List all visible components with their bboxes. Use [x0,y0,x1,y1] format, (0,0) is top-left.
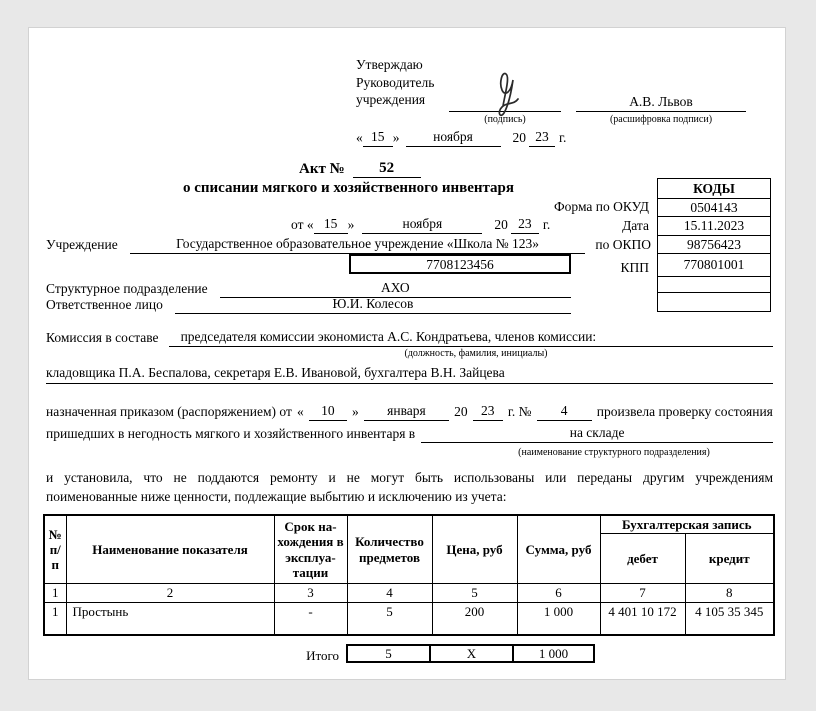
doc-date-suffix: г. [542,217,551,232]
row-price: 200 [432,603,517,635]
signatory-name-line [576,74,746,112]
signature-icon [477,68,535,118]
col-number: 7 [600,584,685,603]
table-row [44,603,774,635]
approval-role-line1: Руководитель [356,74,435,90]
document [28,27,786,680]
codes-value-date: 15.11.2023 [658,217,770,236]
department-label: Структурное подразделение [46,281,208,296]
okpo-label: по ОКПО [595,237,651,252]
institution-value: Государственное образовательное учреждение «Школа № 123» [130,235,586,254]
commission-caption: (должность, фамилия, инициалы) [404,348,548,359]
signature-line [449,74,561,112]
col-header-debit: дебет [600,534,685,584]
commission-row [46,328,773,347]
order-year: 23 [473,402,503,421]
order-line1 [46,402,773,421]
row-num: 1 [44,603,66,635]
quote-open: « [356,130,363,145]
order-location-caption: (наименование структурного подразделения) [518,447,710,458]
inventory-table [43,514,775,636]
col-header-qty: Количество предметов [347,515,432,584]
approval-date-year: 23 [529,128,555,147]
commission-label: Комиссия в составе [46,330,159,345]
order-line2-text: пришедших в негодность мягкого и хозяйственного инвентаря в [46,426,416,441]
column-numbers-row [44,584,774,603]
col-header-term: Срок на-хождения в эксплуа-тации [274,515,347,584]
kpp-label: КПП [620,260,649,275]
act-subtitle: о списании мягкого и хозяйственного инвентаря [182,180,515,196]
doc-date-prefix: от « [291,217,314,232]
col-header-sum: Сумма, руб [517,515,600,584]
approval-role-line2: учреждения [356,92,426,108]
doc-date [291,215,550,234]
order-quote-close: » [352,404,359,419]
order-day: 10 [309,402,347,421]
row-qty: 5 [347,603,432,635]
codes-panel [657,178,771,312]
order-location-value: на складе [421,424,773,443]
signatory-name-caption: (расшифровка подписи) [609,114,713,125]
date-label: Дата [622,218,649,233]
total-price: X [429,644,514,663]
okud-label: Форма по ОКУД [553,199,649,214]
approval-date [356,128,596,147]
total-qty: 5 [346,644,431,663]
col-header-num: № п/п [44,515,66,584]
col-number: 2 [66,584,274,603]
doc-date-month: ноября [362,215,482,234]
row-name: Простынь [66,603,274,635]
approval-date-century: 20 [512,130,526,145]
row-term: - [274,603,347,635]
act-title-line [299,159,421,178]
institution-row [46,235,651,254]
codes-value-okud: 0504143 [658,199,770,217]
commission-members-line1: председателя комиссии экономиста А.С. Кондратьева, членов комиссии: [169,328,773,347]
approval-date-month: ноября [406,128,501,147]
order-text-after: произвела проверку состояния [596,404,773,419]
department-value: АХО [220,279,571,298]
order-quote-open: « [297,404,304,419]
col-header-price: Цена, руб [432,515,517,584]
col-number: 6 [517,584,600,603]
order-number-label: г. № [507,404,532,419]
codes-value-okpo: 98756423 [658,236,770,254]
doc-date-year: 23 [511,215,539,234]
row-debit: 4 401 10 172 [600,603,685,635]
responsible-value: Ю.И. Колесов [175,295,571,314]
doc-date-day: 15 [314,215,348,234]
order-century: 20 [454,404,468,419]
approval-word: Утверждаю [356,57,423,72]
order-line2 [46,424,773,443]
conclusion-line2: поименованные ниже ценности, подлежащие выбытию и исключению из учета: [46,489,507,504]
signatory-name: А.В. Львов [629,94,693,110]
commission-members-line2: кладовщика П.А. Беспалова, секретаря Е.В. Ивановой, бухгалтера В.Н. Зайцева [46,364,773,384]
act-label: Акт № [299,161,345,177]
order-text-before: назначенная приказом (распоряжением) от [46,404,292,419]
col-number: 8 [685,584,774,603]
doc-date-quote-close: » [347,217,355,232]
row-credit: 4 105 35 345 [685,603,774,635]
conclusion-line1: и установила, что не поддаются ремонту и не могут быть использованы или переданы другим учреждениям [46,470,773,485]
responsible-label: Ответственное лицо [46,297,163,312]
total-label: Итого [306,648,339,663]
signature-caption: (подпись) [484,114,526,125]
institution-label: Учреждение [46,237,118,252]
codes-value-kpp: 770801001 [658,254,770,277]
order-number: 4 [537,402,592,421]
total-row [346,644,595,663]
col-header-credit: кредит [685,534,774,584]
codes-value-empty1 [658,277,770,293]
col-header-name: Наименование показателя [66,515,274,584]
approval-date-day: 15 [363,128,393,147]
codes-value-empty2 [658,293,770,311]
col-number: 4 [347,584,432,603]
codes-header: КОДЫ [658,179,770,199]
quote-close: » [392,130,400,145]
doc-date-century: 20 [494,217,508,232]
act-number: 52 [353,159,421,178]
col-number: 1 [44,584,66,603]
col-number: 3 [274,584,347,603]
row-sum: 1 000 [517,603,600,635]
inn-box: 7708123456 [349,254,571,274]
responsible-row [46,295,571,314]
total-sum: 1 000 [512,644,595,663]
col-number: 5 [432,584,517,603]
approval-date-suffix: г. [559,130,567,145]
order-month: января [364,402,449,421]
col-header-accounting: Бухгалтерская запись [600,515,774,534]
